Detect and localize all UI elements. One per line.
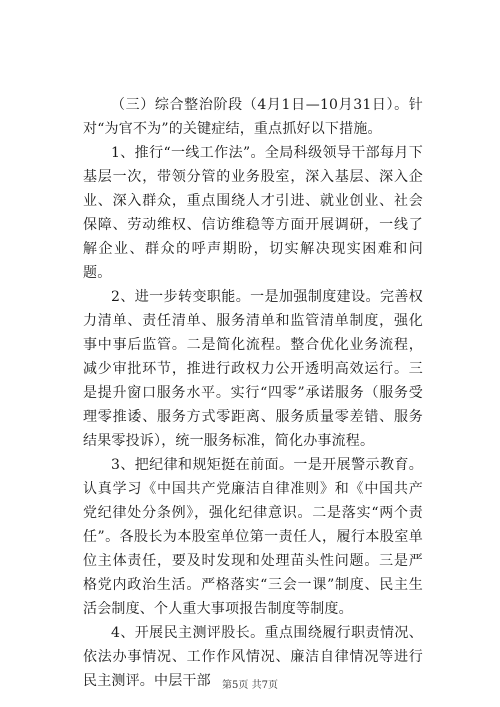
paragraph-phase-three: （三）综合整治阶段（4月1日—10月31日）。针对“为官不为”的关键症结，重点抓好以下措施。: [83, 97, 423, 137]
page-number-footer: 第5页 共7页: [222, 680, 278, 691]
paragraph-item-3: 3、把纪律和规矩挺在前面。一是开展警示教育。认真学习《中国共产党廉洁自律准则》和《中国共产党纪律处分条例》，强化纪律意识。二是落实“两个责任”。各股长为本股室单位第一责任人，履行本股室单位主体责任，要及时发现和处理苗头性问题。三是严格党内政治生活。严格落实“三会一课”制度、民主生活会制度、个人重大事项报告制度等制度。: [83, 457, 423, 617]
document-body: [83, 93, 423, 693]
paragraph-item-2: 2、进一步转变职能。一是加强制度建设。完善权力清单、责任清单、服务清单和监管清单制度，强化事中事后监管。二是简化流程。整合优化业务流程，减少审批环节，推进行政权力公开透明高效运行。三是提升窗口服务水平。实行“四零”承诺服务（服务受理零推诿、服务方式零距离、服务质量零差错、服务结果零投诉），统一服务标准，简化办事流程。: [83, 289, 423, 449]
paragraph-item-1: 1、推行“一线工作法”。全局科级领导干部每月下基层一次，带领分管的业务股室，深入基层、深入企业、深入群众，重点围绕人才引进、就业创业、社会保障、劳动维权、信访维稳等方面开展调研，一线了解企业、群众的呼声期盼，切实解决现实困难和问题。: [83, 145, 423, 281]
paragraph-item-4: 4、开展民主测评股长。重点围绕履行职责情况、依法办事情况、工作作风情况、廉洁自律情况等进行民主测评。中层干部: [83, 625, 423, 689]
